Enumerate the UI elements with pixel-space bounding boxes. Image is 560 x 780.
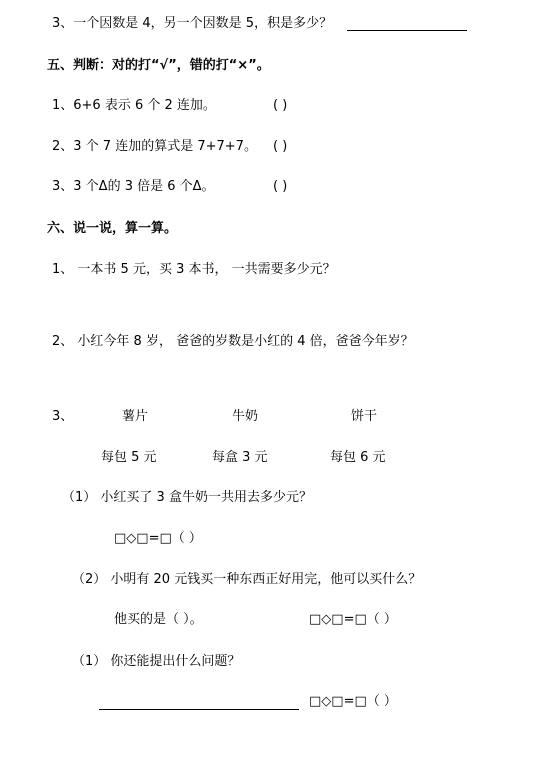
judge-item-2: 2、3 个 7 连加的算式是 7+7+7。 <box>52 139 257 154</box>
item-milk: 牛奶 <box>232 409 259 424</box>
price-milk: 每盒 3 元 <box>212 450 268 465</box>
judge-paren-2[interactable]: ( ) <box>273 139 288 154</box>
sub-question-2-answer[interactable]: 他买的是（ ）。 <box>114 612 203 627</box>
word-problem-2: 2、 小红今年 8 岁， 爸爸的岁数是小红的 4 倍，爸爸今年岁？ <box>52 334 414 349</box>
judge-paren-1[interactable]: ( ) <box>273 98 288 113</box>
question-answer-line[interactable] <box>99 709 299 710</box>
section-5-title: 五、判断：对的打“√”，错的打“×”。 <box>47 58 270 73</box>
item-cookies: 饼干 <box>351 409 378 424</box>
section-6-title: 六、说一说，算一算。 <box>47 221 178 236</box>
answer-line[interactable] <box>347 30 467 31</box>
judge-paren-3[interactable]: ( ) <box>273 179 288 194</box>
judge-item-1: 1、6+6 表示 6 个 2 连加。 <box>52 98 216 113</box>
sub-question-2: （2） 小明有 20 元钱买一种东西正好用完，他可以买什么？ <box>72 572 422 587</box>
item-chips: 薯片 <box>122 409 149 424</box>
prev-question-3: 3、一个因数是 4，另一个因数是 5，积是多少？ <box>52 16 333 31</box>
word-problem-1: 1、 一本书 5 元，买 3 本书， 一共需要多少元？ <box>52 262 336 277</box>
price-chips: 每包 5 元 <box>101 450 157 465</box>
formula-2[interactable]: □◇□=□（ ） <box>309 612 397 627</box>
price-cookies: 每包 6 元 <box>330 450 386 465</box>
sub-question-3: （1） 你还能提出什么问题？ <box>72 654 241 669</box>
judge-item-3: 3、3 个Δ的 3 倍是 6 个Δ。 <box>52 179 215 194</box>
sub-question-1: （1） 小红买了 3 盒牛奶一共用去多少元？ <box>62 490 312 505</box>
formula-3[interactable]: □◇□=□（ ） <box>309 694 397 709</box>
formula-1[interactable]: □◇□=□（ ） <box>114 531 202 546</box>
word-problem-3-number: 3、 <box>52 409 74 424</box>
